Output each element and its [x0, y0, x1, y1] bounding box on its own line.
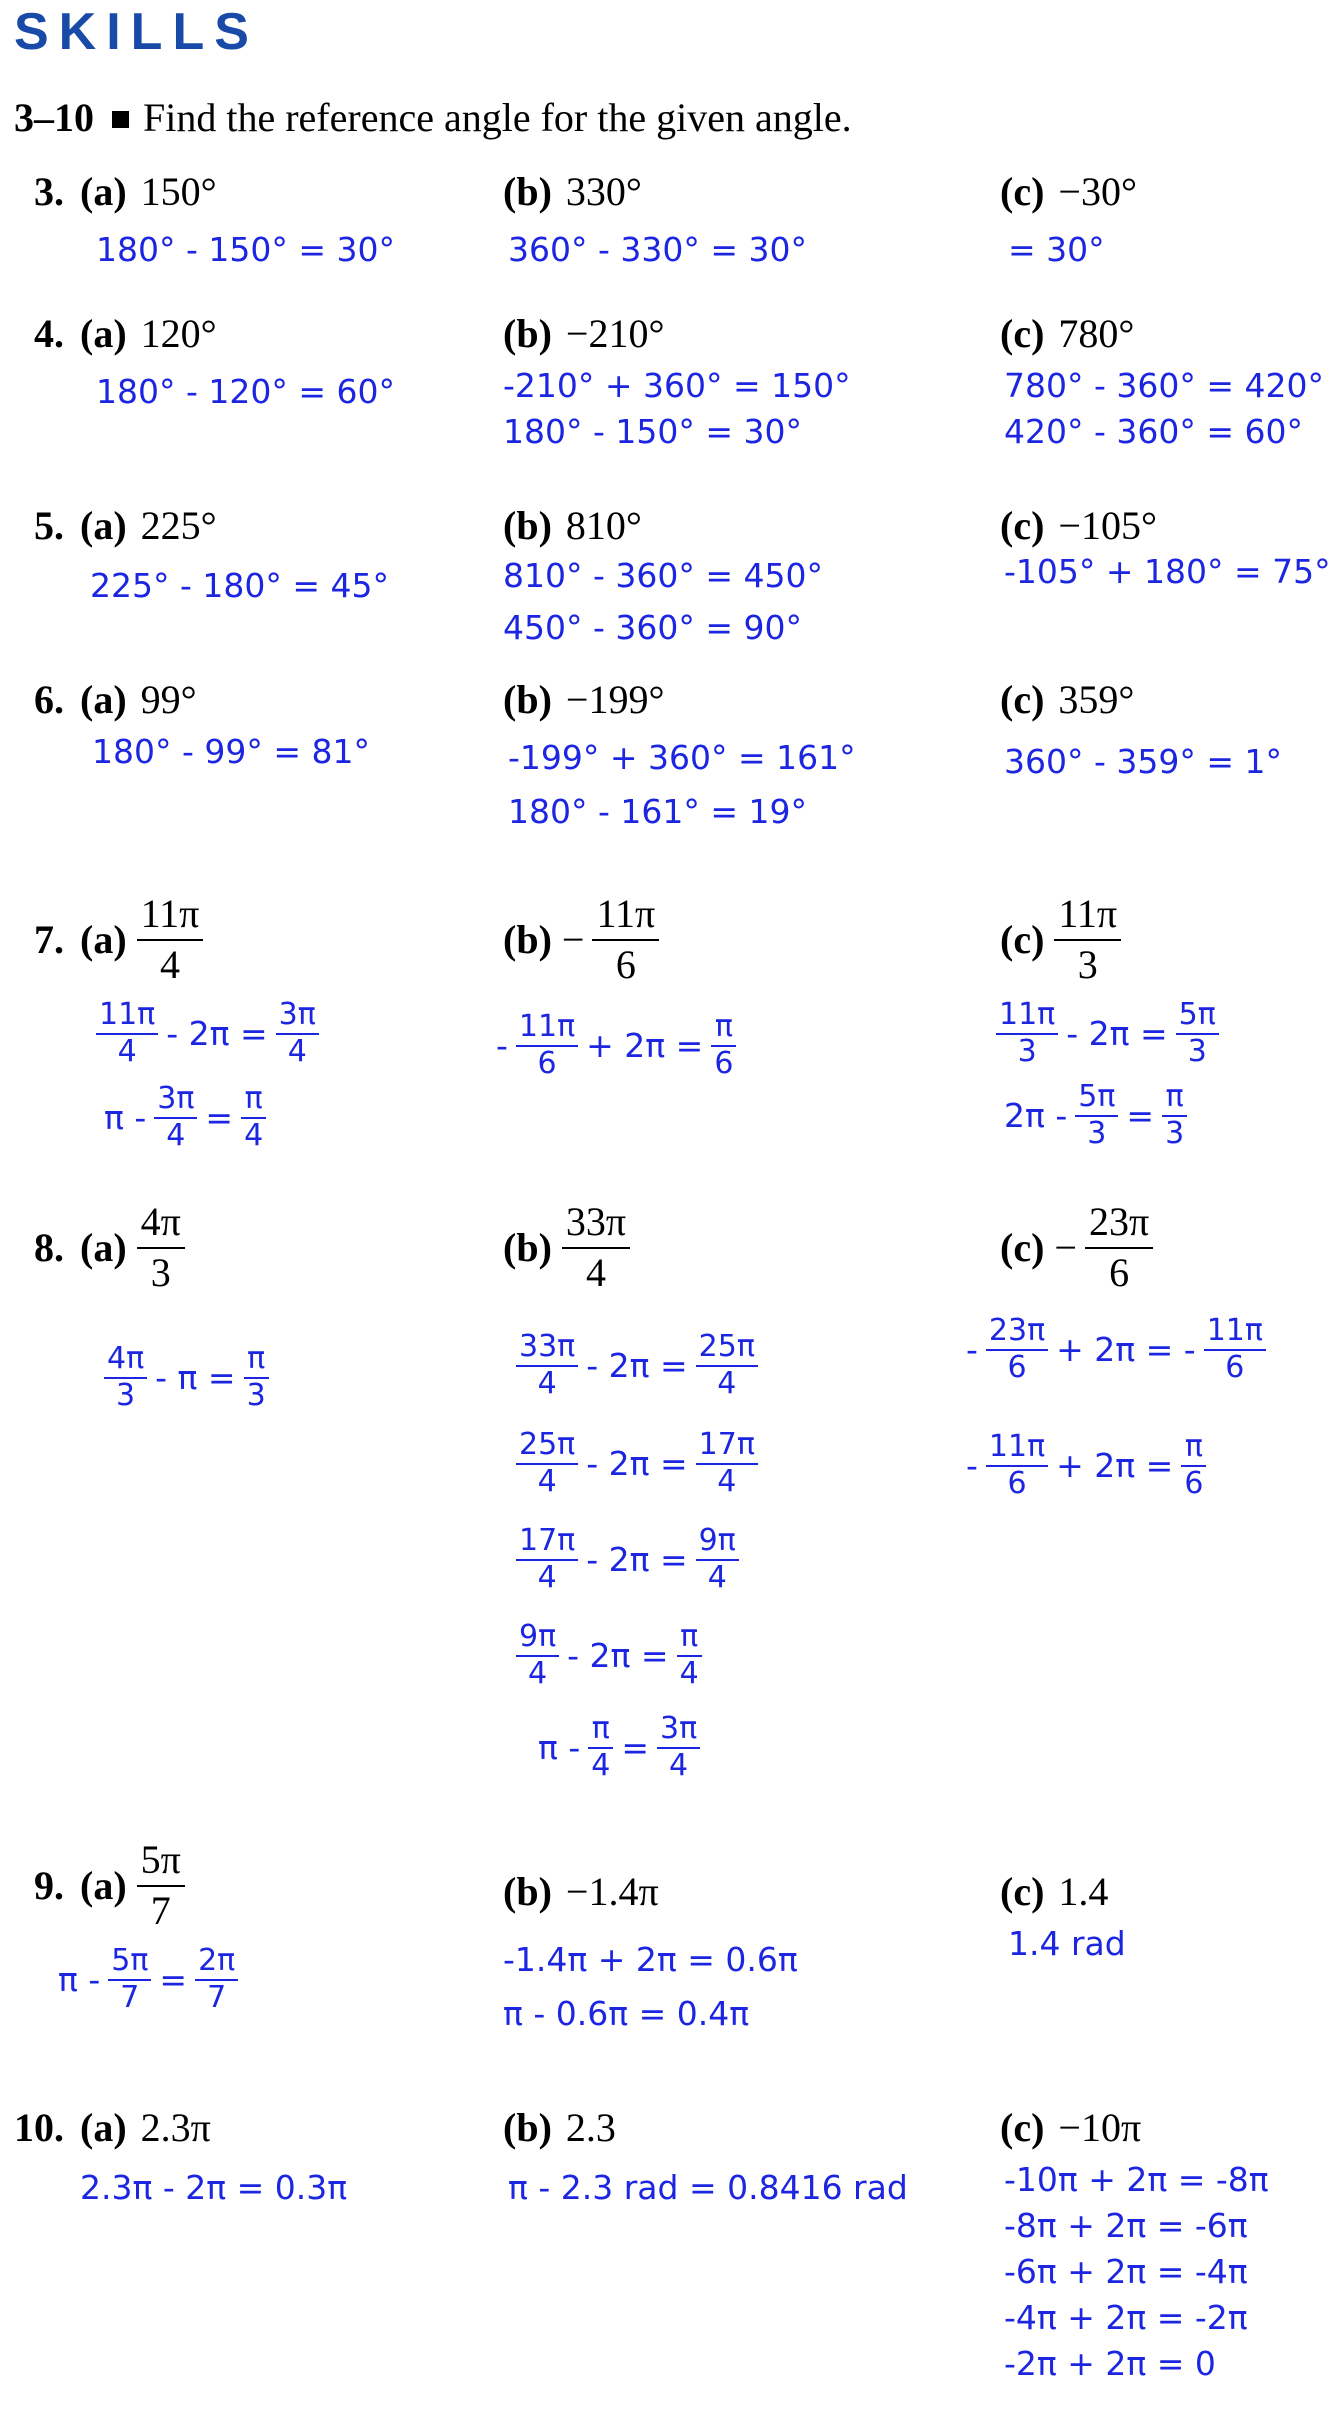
problem-value: −30° [1058, 169, 1137, 214]
answer-6a: 180° - 99° = 81° [92, 732, 370, 771]
section-title: SKILLS [14, 3, 259, 61]
answer-6b-line2: 180° - 161° = 19° [508, 792, 807, 831]
answer-3c: = 30° [1008, 230, 1105, 269]
answer-3b: 360° - 330° = 30° [508, 230, 807, 269]
problem-10-c: (c) −10π [1000, 2105, 1142, 2150]
fraction: $\frac{11\pi}{3}$ [1054, 890, 1121, 990]
problem-6-a: 6. (a) 99° [34, 677, 197, 722]
answer-4b-line2: 180° - 150° = 30° [503, 412, 802, 451]
answer-10c-line5: -2π + 2π = 0 [1004, 2344, 1216, 2383]
problem-6-c: (c) 359° [1000, 677, 1135, 722]
problem-8-a: 8. (a) $\frac{4\pi}{3}$ [34, 1198, 185, 1298]
answer-10c-line4: -4π + 2π = -2π [1004, 2298, 1248, 2337]
answer-8b-line3: $\frac{17\pi}{4}$ - 2π = $\frac{9\pi}{4}$ [516, 1524, 739, 1595]
answer-9b-line1: -1.4π + 2π = 0.6π [503, 1940, 798, 1979]
instruction [14, 94, 852, 141]
answer-8b-line2: $\frac{25\pi}{4}$ - 2π = $\frac{17\pi}{4}$ [516, 1428, 758, 1499]
problem-3-a: 3. (a) 150° [34, 169, 217, 214]
answer-7a-line1: $\frac{11\pi}{4}$ - 2π = $\frac{3\pi}{4}$ [96, 998, 319, 1069]
instruction-range: 3–10 [14, 95, 94, 140]
answer-5b-line1: 810° - 360° = 450° [503, 556, 823, 595]
fraction: $\frac{23\pi}{6}$ [1085, 1198, 1153, 1298]
answer-8b-line1: $\frac{33\pi}{4}$ - 2π = $\frac{25\pi}{4}$ [516, 1330, 758, 1401]
answer-10c-line1: -10π + 2π = -8π [1004, 2160, 1269, 2199]
answer-4c-line2: 420° - 360° = 60° [1004, 412, 1303, 451]
answer-10c-line3: -6π + 2π = -4π [1004, 2252, 1248, 2291]
answer-8a: $\frac{4\pi}{3}$ - π = $\frac{\pi}{3}$ [104, 1342, 269, 1413]
answer-7a-line2: π - $\frac{3\pi}{4}$ = $\frac{\pi}{4}$ [96, 1082, 266, 1153]
instruction-text: Find the reference angle for the given angle. [143, 95, 852, 140]
answer-6b-line1: -199° + 360° = 161° [508, 738, 856, 777]
answer-4b-line1: -210° + 360° = 150° [503, 366, 851, 405]
answer-7b: - $\frac{11\pi}{6}$ + 2π = $\frac{\pi}{6}$ [488, 1010, 736, 1081]
problem-4-a: 4. (a) 120° [34, 311, 217, 356]
fraction: $\frac{11\pi}{6}$ [592, 890, 659, 990]
problem-5-b: (b) 810° [503, 503, 642, 548]
problem-8-c: (c) − $\frac{23\pi}{6}$ [1000, 1198, 1153, 1298]
problem-9-b: (b) −1.4π [503, 1869, 659, 1914]
problem-4-b: (b) −210° [503, 311, 665, 356]
answer-4c-line1: 780° - 360° = 420° [1004, 366, 1324, 405]
problem-9-a: 9. (a) $\frac{5\pi}{7}$ [34, 1836, 185, 1936]
problem-10-a: 10. (a) 2.3π [14, 2105, 211, 2150]
problem-value: 330° [565, 169, 642, 214]
answer-10a: 2.3π - 2π = 0.3π [80, 2168, 348, 2207]
fraction: $\frac{33\pi}{4}$ [562, 1198, 630, 1298]
answer-8b-line5: π - $\frac{\pi}{4}$ = $\frac{3\pi}{4}$ [530, 1712, 700, 1783]
fraction: $\frac{4\pi}{3}$ [137, 1198, 185, 1298]
answer-7c-line1: $\frac{11\pi}{3}$ - 2π = $\frac{5\pi}{3}$ [996, 998, 1219, 1069]
answer-7c-line2: 2π - $\frac{5\pi}{3}$ = $\frac{\pi}{3}$ [996, 1080, 1187, 1151]
answer-9a: π - $\frac{5\pi}{7}$ = $\frac{2\pi}{7}$ [50, 1944, 238, 2015]
answer-3a: 180° - 150° = 30° [96, 230, 395, 269]
problem-7-b: (b) − $\frac{11\pi}{6}$ [503, 890, 659, 990]
answer-8c-line2: - $\frac{11\pi}{6}$ + 2π = $\frac{\pi}{6}$ [958, 1430, 1206, 1501]
problem-7-c: (c) $\frac{11\pi}{3}$ [1000, 890, 1121, 990]
problem-7-a: 7. (a) $\frac{11\pi}{4}$ [34, 890, 203, 990]
problem-5-a: 5. (a) 225° [34, 503, 217, 548]
answer-6c: 360° - 359° = 1° [1004, 742, 1282, 781]
fraction: $\frac{11\pi}{4}$ [137, 890, 204, 990]
answer-8c-line1: - $\frac{23\pi}{6}$ + 2π = - $\frac{11\pi}{6}$ [958, 1314, 1266, 1385]
answer-8b-line4: $\frac{9\pi}{4}$ - 2π = $\frac{\pi}{4}$ [516, 1620, 702, 1691]
problem-5-c: (c) −105° [1000, 503, 1157, 548]
problem-9-c: (c) 1.4 [1000, 1869, 1109, 1914]
square-bullet-icon [112, 111, 129, 128]
answer-9b-line2: π - 0.6π = 0.4π [503, 1994, 750, 2033]
answer-5b-line2: 450° - 360° = 90° [503, 608, 802, 647]
problem-3-b: (b) 330° [503, 169, 642, 214]
fraction: $\frac{5\pi}{7}$ [137, 1836, 185, 1936]
answer-10c-line2: -8π + 2π = -6π [1004, 2206, 1248, 2245]
problem-value: 150° [140, 169, 217, 214]
answer-10b: π - 2.3 rad = 0.8416 rad [508, 2168, 908, 2207]
answer-4a: 180° - 120° = 60° [96, 372, 395, 411]
problem-8-b: (b) $\frac{33\pi}{4}$ [503, 1198, 630, 1298]
answer-9c: 1.4 rad [1008, 1924, 1126, 1963]
answer-5a: 225° - 180° = 45° [90, 566, 389, 605]
answer-5c: -105° + 180° = 75° [1004, 552, 1331, 591]
problem-6-b: (b) −199° [503, 677, 665, 722]
problem-number: 3. [34, 169, 64, 214]
problem-3-c: (c) −30° [1000, 169, 1137, 214]
problem-10-b: (b) 2.3 [503, 2105, 616, 2150]
problem-4-c: (c) 780° [1000, 311, 1135, 356]
